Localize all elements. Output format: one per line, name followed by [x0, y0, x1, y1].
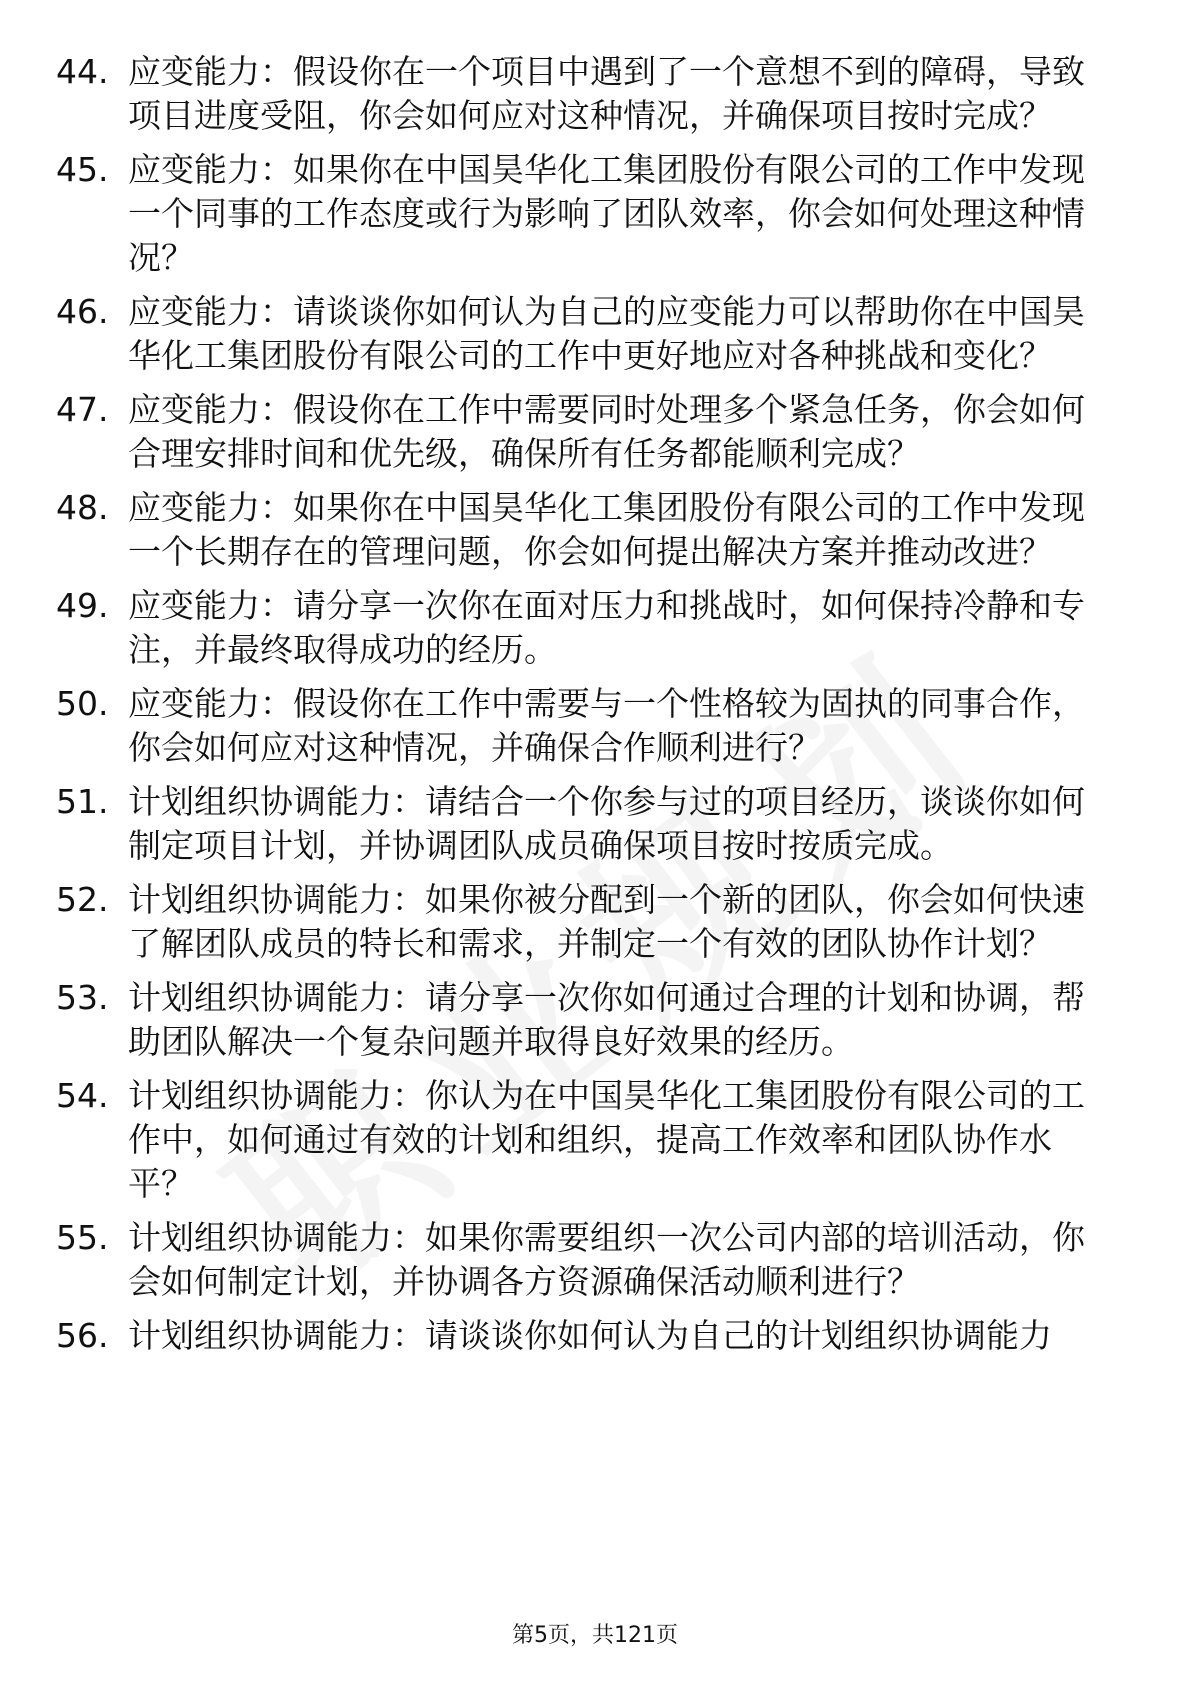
question-text: 计划组织协调能力：如果你需要组织一次公司内部的培训活动，你会如何制定计划，并协调各方资源确保活动顺利进行？ [128, 1218, 1085, 1301]
question-item [56, 148, 1116, 280]
question-number: 45. [56, 150, 109, 189]
question-number: 56. [56, 1316, 109, 1355]
question-text: 计划组织协调能力：如果你被分配到一个新的团队，你会如何快速了解团队成员的特长和需求，并制定一个有效的团队协作计划？ [128, 880, 1085, 963]
question-number: 53. [56, 978, 109, 1017]
question-list [56, 50, 1116, 1368]
question-item [56, 1216, 1116, 1304]
question-number: 48. [56, 488, 109, 527]
question-item [56, 1314, 1116, 1358]
question-text: 应变能力：请谈谈你如何认为自己的应变能力可以帮助你在中国昊华化工集团股份有限公司的工作中更好地应对各种挑战和变化？ [128, 292, 1085, 375]
question-item [56, 682, 1116, 770]
question-text: 计划组织协调能力：你认为在中国昊华化工集团股份有限公司的工作中，如何通过有效的计划和组织，提高工作效率和团队协作水平？ [128, 1076, 1085, 1203]
question-item [56, 976, 1116, 1064]
question-text: 计划组织协调能力：请结合一个你参与过的项目经历，谈谈你如何制定项目计划，并协调团队成员确保项目按时按质完成。 [128, 782, 1085, 865]
question-number: 51. [56, 782, 109, 821]
question-number: 47. [56, 390, 109, 429]
page-number-label: 第5页，共121页 [512, 1623, 678, 1648]
question-text: 应变能力：假设你在一个项目中遇到了一个意想不到的障碍，导致项目进度受阻，你会如何应对这种情况，并确保项目按时完成？ [128, 52, 1085, 135]
question-item [56, 1074, 1116, 1206]
question-text: 应变能力：如果你在中国昊华化工集团股份有限公司的工作中发现一个长期存在的管理问题，你会如何提出解决方案并推动改进？ [128, 488, 1085, 571]
question-text: 应变能力：请分享一次你在面对压力和挑战时，如何保持冷静和专注，并最终取得成功的经历。 [128, 586, 1085, 669]
question-text: 应变能力：假设你在工作中需要同时处理多个紧急任务，你会如何合理安排时间和优先级，确保所有任务都能顺利完成？ [128, 390, 1085, 473]
question-text: 计划组织协调能力：请谈谈你如何认为自己的计划组织协调能力 [128, 1316, 1052, 1355]
question-number: 46. [56, 292, 109, 331]
question-text: 计划组织协调能力：请分享一次你如何通过合理的计划和协调，帮助团队解决一个复杂问题并取得良好效果的经历。 [128, 978, 1085, 1061]
page-footer [0, 1622, 1190, 1650]
question-number: 44. [56, 52, 109, 91]
question-number: 50. [56, 684, 109, 723]
question-number: 54. [56, 1076, 109, 1115]
question-number: 55. [56, 1218, 109, 1257]
question-number: 52. [56, 880, 109, 919]
question-item [56, 584, 1116, 672]
question-item [56, 780, 1116, 868]
question-item [56, 486, 1116, 574]
question-number: 49. [56, 586, 109, 625]
question-text: 应变能力：如果你在中国昊华化工集团股份有限公司的工作中发现一个同事的工作态度或行为影响了团队效率，你会如何处理这种情况？ [128, 150, 1085, 277]
question-text: 应变能力：假设你在工作中需要与一个性格较为固执的同事合作，你会如何应对这种情况，并确保合作顺利进行？ [128, 684, 1085, 767]
question-item [56, 50, 1116, 138]
question-item [56, 290, 1116, 378]
question-item [56, 878, 1116, 966]
question-item [56, 388, 1116, 476]
